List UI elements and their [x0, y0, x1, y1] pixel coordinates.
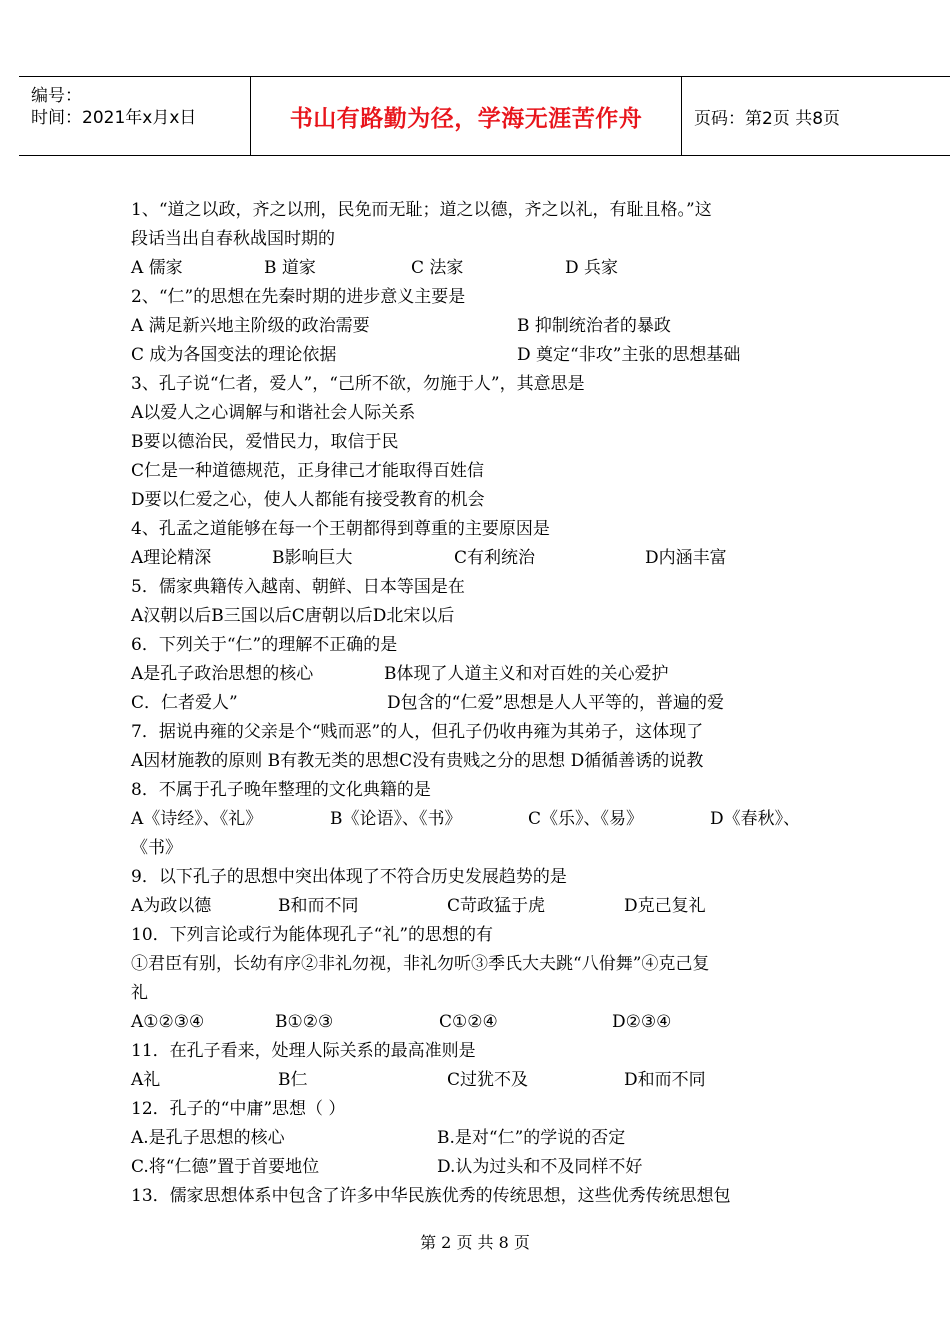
option-row	[131, 341, 831, 370]
answer-option: C有利统治	[454, 548, 536, 568]
question-item	[131, 1037, 831, 1095]
answer-option: B体现了人道主义和对百姓的关心爱护	[384, 664, 669, 684]
question-list	[131, 196, 831, 1211]
answer-option: A汉朝以后B三国以后C唐朝以后D北宋以后	[131, 606, 455, 626]
answer-option: C苛政猛于虎	[447, 896, 546, 916]
answer-option: B要以德治民，爱惜民力，取信于民	[131, 432, 399, 452]
option-row	[131, 1124, 831, 1153]
option-row	[131, 1153, 831, 1182]
option-row	[131, 1066, 831, 1095]
question-stem-line: 4、孔孟之道能够在每一个王朝都得到尊重的主要原因是	[131, 519, 550, 539]
question-stem-line: 礼	[131, 983, 148, 1003]
option-row	[131, 457, 831, 486]
answer-option: D 兵家	[565, 258, 619, 278]
answer-option: A因材施教的原则 B有教无类的思想C没有贵贱之分的思想 D循循善诱的说教	[131, 751, 704, 771]
header-motto-cell	[251, 77, 682, 156]
question-item	[131, 515, 831, 573]
answer-option: C.将“仁德”置于首要地位	[131, 1157, 320, 1177]
option-row	[131, 312, 831, 341]
answer-option: A.是孔子思想的核心	[131, 1128, 285, 1148]
answer-option: D《春秋》、	[710, 809, 801, 829]
question-item	[131, 776, 831, 863]
question-item	[131, 921, 831, 1037]
page-footer: 第 2 页 共 8 页	[420, 1233, 530, 1252]
answer-option: 《书》	[131, 838, 182, 858]
question-stem-line: 7．据说冉雍的父亲是个“贱而恶”的人，但孔子仍收冉雍为其弟子，这体现了	[131, 722, 704, 742]
answer-option: D内涵丰富	[645, 548, 727, 568]
option-row	[131, 486, 831, 515]
answer-option: D克己复礼	[624, 896, 706, 916]
answer-option: D要以仁爱之心，使人人都能有接受教育的机会	[131, 490, 485, 510]
answer-option: A礼	[131, 1070, 161, 1090]
question-item	[131, 631, 831, 718]
header-meta-cell	[19, 77, 251, 156]
question-stem-line: 3、孔子说“仁者，爱人”，“己所不欲，勿施于人”，其意思是	[131, 374, 585, 394]
option-row	[131, 747, 831, 776]
header-time-label: 时间：2021年x月x日	[31, 108, 197, 128]
option-row	[131, 805, 831, 834]
option-row	[131, 602, 831, 631]
option-row	[131, 1008, 831, 1037]
answer-option: B和而不同	[278, 896, 359, 916]
question-stem-line: 8．不属于孔子晚年整理的文化典籍的是	[131, 780, 431, 800]
question-stem-line: 10．下列言论或行为能体现孔子“礼”的思想的有	[131, 925, 494, 945]
question-stem-line: 6．下列关于“仁”的理解不正确的是	[131, 635, 398, 655]
answer-option: D包含的“仁爱”思想是人人平等的，普遍的爱	[387, 693, 725, 713]
question-item	[131, 863, 831, 921]
answer-option: D 奠定“非攻”主张的思想基础	[517, 345, 741, 365]
header-page-cell	[682, 77, 950, 156]
answer-option: A理论精深	[131, 548, 212, 568]
answer-option: B 道家	[264, 258, 316, 278]
header-number-label: 编号：	[31, 86, 82, 106]
document-header	[19, 76, 950, 156]
answer-option: D.认为过头和不及同样不好	[437, 1157, 643, 1177]
answer-option: C 法家	[411, 258, 464, 278]
question-stem-line: ①君臣有别，长幼有序②非礼勿视，非礼勿听③季氏大夫跳“八佾舞”④克己复	[131, 954, 710, 974]
answer-option: D和而不同	[624, 1070, 706, 1090]
answer-option: A为政以德	[131, 896, 212, 916]
question-stem-line: 12．孔子的“中庸”思想（ ）	[131, 1099, 346, 1119]
question-item	[131, 283, 831, 370]
question-item	[131, 1182, 831, 1211]
answer-option: A 满足新兴地主阶级的政治需要	[131, 316, 370, 336]
question-stem-line: 1、“道之以政，齐之以刑，民免而无耻；道之以德，齐之以礼，有耻且格。”这	[131, 200, 712, 220]
answer-option: C①②④	[439, 1012, 498, 1032]
question-item	[131, 718, 831, 776]
answer-option: A是孔子政治思想的核心	[131, 664, 314, 684]
question-stem-line: 5．儒家典籍传入越南、朝鲜、日本等国是在	[131, 577, 465, 597]
header-page-code: 页码：第2页 共8页	[694, 108, 841, 129]
answer-option: A①②③④	[131, 1012, 205, 1032]
answer-option: C 成为各国变法的理论依据	[131, 345, 337, 365]
question-stem-line: 段话当出自春秋战国时期的	[131, 229, 335, 249]
answer-option: D②③④	[612, 1012, 672, 1032]
question-stem-line: 9．以下孔子的思想中突出体现了不符合历史发展趋势的是	[131, 867, 567, 887]
answer-option: B 抑制统治者的暴政	[517, 316, 671, 336]
option-row	[131, 660, 831, 689]
answer-option: A 儒家	[131, 258, 183, 278]
question-stem-line: 2、“仁”的思想在先秦时期的进步意义主要是	[131, 287, 466, 307]
option-row	[131, 254, 831, 283]
answer-option: B《论语》、《书》	[330, 809, 462, 829]
option-row	[131, 834, 831, 863]
question-stem-line: 11．在孔子看来，处理人际关系的最高准则是	[131, 1041, 476, 1061]
question-item	[131, 370, 831, 515]
answer-option: B.是对“仁”的学说的否定	[437, 1128, 626, 1148]
answer-option: C《乐》、《易》	[528, 809, 644, 829]
option-row	[131, 428, 831, 457]
answer-option: A以爱人之心调解与和谐社会人际关系	[131, 403, 416, 423]
answer-option: B影响巨大	[272, 548, 353, 568]
header-motto: 书山有路勤为径，学海无涯苦作舟	[289, 105, 643, 132]
option-row	[131, 689, 831, 718]
answer-option: C仁是一种道德规范，正身律己才能取得百姓信	[131, 461, 485, 481]
option-row	[131, 399, 831, 428]
question-item	[131, 1095, 831, 1182]
question-item	[131, 196, 831, 283]
option-row	[131, 892, 831, 921]
answer-option: A《诗经》、《礼》	[131, 809, 263, 829]
question-stem-line: 13．儒家思想体系中包含了许多中华民族优秀的传统思想，这些优秀传统思想包	[131, 1186, 731, 1206]
answer-option: B仁	[278, 1070, 308, 1090]
answer-option: C．仁者爱人”	[131, 693, 238, 713]
question-item	[131, 573, 831, 631]
answer-option: B①②③	[275, 1012, 334, 1032]
answer-option: C过犹不及	[447, 1070, 529, 1090]
option-row	[131, 544, 831, 573]
